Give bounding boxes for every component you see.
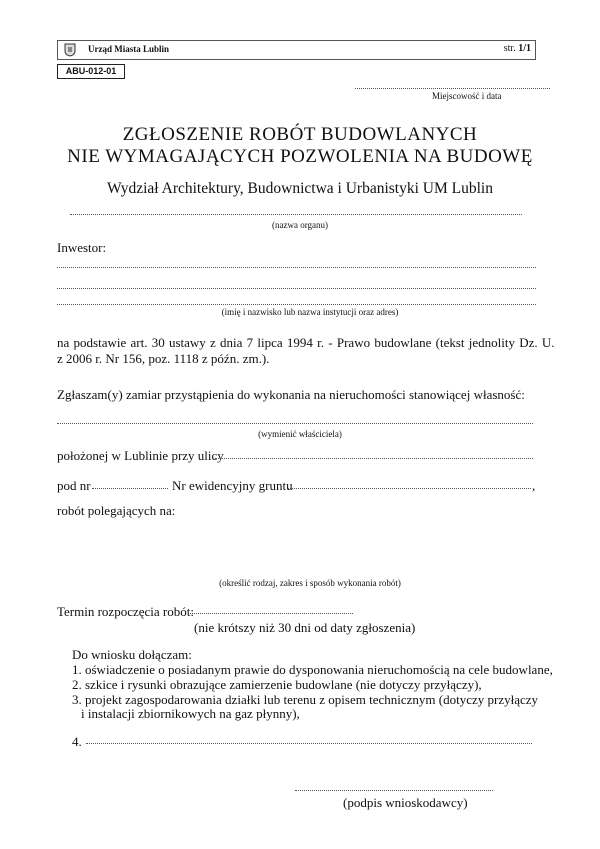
office-name: Urząd Miasta Lublin [88, 44, 170, 54]
document-header [57, 40, 536, 60]
number-label: pod nr [57, 478, 91, 493]
declaration-text: Zgłaszam(y) zamiar przystąpienia do wykonania na nieruchomości stanowiącej własność: [57, 387, 525, 402]
street-label: położonej w Lublinie przy ulicy [57, 448, 224, 463]
page-number: str. 1/1 [503, 43, 531, 54]
form-title-line-2: NIE WYMAGAJĄCYCH POZWOLENIA NA BUDOWĘ [67, 146, 533, 167]
investor-field-line-3[interactable] [57, 296, 536, 305]
owner-caption: (wymienić właściciela) [258, 429, 342, 439]
attachment-item-3: 3. projekt zagospodarowania działki lub terenu z opisem technicznym (dotyczy przyłączy [72, 692, 539, 707]
street-field[interactable] [215, 450, 533, 459]
attachment-item-1: 1. oświadczenie o posiadanym prawie do dysponowania nieruchomością na cele budowlane, [72, 662, 553, 677]
place-date-field[interactable] [355, 80, 550, 89]
signature-caption: (podpis wnioskodawcy) [343, 795, 468, 810]
investor-caption: (imię i nazwisko lub nazwa instytucji oraz adres) [221, 307, 399, 317]
form-code: ABU-012-01 [57, 64, 125, 79]
attachments-heading: Do wniosku dołączam: [72, 647, 192, 662]
start-date-caption: (nie krótszy niż 30 dni od daty zgłoszenia) [194, 620, 416, 635]
parcel-label: Nr ewidencyjny gruntu [172, 478, 293, 493]
department-name: Wydział Architektury, Budownictwa i Urbanistyki UM Lublin [107, 180, 493, 197]
works-description-area[interactable] [57, 520, 536, 572]
legal-basis-line-1: na podstawie art. 30 ustawy z dnia 7 lipca 1994 r. - Prawo budowlane (tekst jednolity Dz. U. [57, 335, 555, 350]
parcel-comma: , [532, 478, 536, 493]
investor-field-line-1[interactable] [57, 259, 536, 268]
attachment-item-4-field[interactable] [86, 735, 532, 744]
legal-basis-line-2: z 2006 r. Nr 156, poz. 1118 z późn. zm.). [57, 351, 270, 366]
attachment-item-2: 2. szkice i rysunki obrazujące zamierzenie budowlane (nie dotyczy przyłączy), [72, 677, 482, 692]
works-label: robót polegających na: [57, 503, 176, 518]
start-date-label: Termin rozpoczęcia robót: [57, 604, 194, 619]
start-date-field[interactable] [190, 605, 353, 614]
city-crest-icon [64, 43, 76, 57]
investor-field-line-2[interactable] [57, 280, 536, 289]
place-date-caption: Miejscowość i data [432, 91, 502, 101]
attachment-item-4-number: 4. [72, 734, 82, 749]
owner-field[interactable] [57, 415, 533, 424]
organ-name-field[interactable] [70, 206, 522, 215]
organ-caption: (nazwa organu) [271, 220, 329, 230]
form-title-line-1: ZGŁOSZENIE ROBÓT BUDOWLANYCH [122, 124, 478, 145]
attachment-item-3-cont: i instalacji zbiornikowych na gaz płynny), [81, 706, 300, 721]
number-field[interactable] [92, 480, 168, 489]
investor-label: Inwestor: [57, 240, 107, 255]
works-caption: (określić rodzaj, zakres i sposób wykonania robót) [219, 578, 401, 588]
parcel-field[interactable] [288, 480, 531, 489]
signature-field[interactable] [295, 782, 493, 791]
